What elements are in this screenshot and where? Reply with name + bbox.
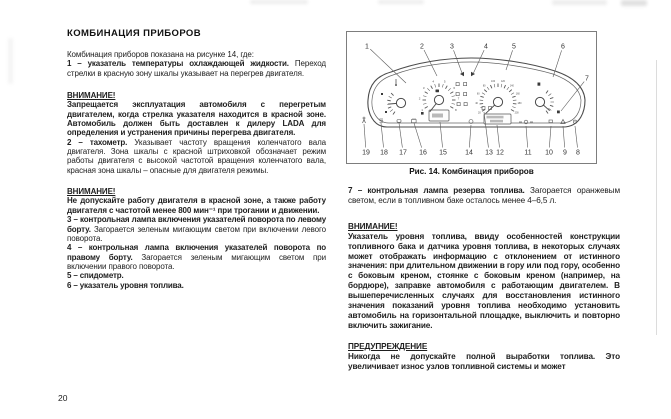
gauge-scale-label: 60 bbox=[476, 92, 480, 96]
callout-number: 6 bbox=[561, 43, 565, 51]
item-1-rest: Переход стрелки в красную зону шкалы указывает на перегрев двигателя. bbox=[67, 59, 326, 78]
gauge-scale-label: 140 bbox=[509, 84, 514, 88]
gauge-tick bbox=[452, 103, 455, 104]
gauge-tick bbox=[427, 88, 429, 90]
tach-zone-mark bbox=[421, 112, 424, 115]
battery-icon bbox=[412, 119, 417, 123]
gauge-hub bbox=[493, 97, 502, 106]
item-7-rest: Загорается оранжевым светом, если в топливном баке осталось менее 4–6,5 л. bbox=[348, 186, 620, 205]
gauge-tick bbox=[511, 93, 514, 95]
gauge-tick bbox=[546, 111, 548, 114]
item-1-lead: 1 – указатель температуры охлаждающей жидкости. bbox=[67, 59, 289, 69]
item-3-lead: 3 – контрольная лампа включения указателей поворота по левому борту. bbox=[67, 215, 326, 234]
callout-number: 15 bbox=[439, 149, 447, 157]
item-3-paragraph bbox=[67, 215, 326, 243]
warning-1-title: ВНИМАНИЕ! bbox=[67, 91, 116, 101]
gauge-scale-label: 40 bbox=[475, 102, 478, 106]
callout-leader-line bbox=[370, 49, 406, 83]
callout-number: 10 bbox=[545, 149, 553, 157]
caution-block bbox=[348, 342, 620, 372]
gauge-scale-label: 8 bbox=[455, 107, 457, 112]
gauge-tick bbox=[548, 94, 551, 96]
center-warning-lamps bbox=[456, 83, 492, 110]
gauge-tick bbox=[511, 110, 514, 112]
intro-text: Комбинация приборов показана на рисунке 14, где: bbox=[67, 50, 254, 59]
item-2-rest: Указывает частоту вращения коленчатого вала двигателя. Зона шкалы с красной штриховкой обозначает режим работы двигателя с высокой частотой вращения коленчатого вала, красная зона шкалы – опасные для двигателя режимы. bbox=[67, 137, 326, 175]
gauge-scale-label: 5 bbox=[443, 79, 446, 84]
gauge-tick bbox=[507, 87, 509, 90]
engine-check-icon bbox=[436, 90, 440, 93]
item-1-paragraph bbox=[67, 59, 326, 78]
page-edge-shadow bbox=[656, 60, 657, 335]
gauge-scale-label: 6 bbox=[453, 85, 456, 90]
gauge-scale-label: 2 bbox=[418, 96, 421, 101]
gauge-scale-label: 20 bbox=[478, 111, 481, 115]
item-2-lead: 2 – тахометр. bbox=[67, 137, 128, 147]
callout-number: 7 bbox=[585, 75, 589, 83]
gauge-tick bbox=[482, 93, 485, 95]
caution-title: ПРЕДУПРЕЖДЕНИЕ bbox=[348, 341, 428, 351]
gauge-tick bbox=[423, 96, 426, 97]
immobilizer-icon bbox=[549, 120, 552, 123]
warning-2-body: Не допускайте работу двигателя в красной зоне, а также работу двигателя с частотой менее 800 мин⁻¹ при трогании и движении. bbox=[67, 196, 326, 215]
instrument-cluster-figure bbox=[347, 32, 596, 163]
gauge-tick bbox=[425, 107, 428, 109]
gauge-tick bbox=[423, 103, 426, 104]
gauge-tick bbox=[431, 86, 433, 89]
gauge-hub bbox=[535, 97, 544, 106]
cluster-icons bbox=[363, 72, 577, 124]
gauge-scale-label: 1 bbox=[421, 107, 423, 112]
scan-artifact bbox=[250, 0, 308, 4]
gauge-tick bbox=[501, 84, 502, 87]
oil-pressure-icon bbox=[397, 120, 401, 123]
gauge-scale-label: 3 bbox=[422, 85, 425, 90]
gauge-tick bbox=[512, 107, 515, 108]
gauge-scale-label: 4 bbox=[432, 79, 435, 84]
gauge-hub bbox=[434, 95, 443, 104]
gauge-tick bbox=[512, 96, 515, 97]
item-5-paragraph bbox=[67, 271, 326, 280]
figure-callouts bbox=[362, 43, 589, 156]
warning-3-title: ВНИМАНИЕ! bbox=[348, 221, 398, 231]
callout-leader-line bbox=[575, 126, 577, 148]
gauge-tick bbox=[546, 91, 548, 94]
warning-block-2 bbox=[67, 187, 326, 215]
gauge-tick bbox=[435, 84, 436, 87]
gauge-tick bbox=[480, 96, 483, 97]
gauge-scale-label: 180 bbox=[517, 102, 522, 106]
callout-number: 5 bbox=[512, 43, 516, 51]
gauge-scale-label: 160 bbox=[515, 92, 520, 96]
fuel-pump-icon bbox=[538, 83, 541, 86]
scan-artifact bbox=[552, 0, 607, 5]
scan-artifact bbox=[8, 38, 13, 84]
gauge-scale-label: 7 bbox=[457, 96, 460, 101]
callout-number: 16 bbox=[419, 149, 427, 157]
gauge-tick bbox=[490, 85, 491, 88]
gauge-tick bbox=[550, 98, 553, 99]
page-number: 20 bbox=[58, 393, 68, 403]
callout-number: 2 bbox=[420, 43, 424, 51]
gauge-tick bbox=[390, 110, 393, 112]
gauge-tick bbox=[425, 92, 428, 94]
callout-number: 8 bbox=[576, 149, 580, 157]
gauge-scale-label: 100 bbox=[491, 80, 496, 84]
callout-number: 14 bbox=[465, 149, 473, 157]
gauge-tick bbox=[442, 84, 443, 87]
left-column bbox=[67, 50, 326, 290]
item-6-paragraph bbox=[67, 281, 326, 290]
gauge-tick bbox=[450, 92, 453, 94]
item-7-paragraph bbox=[348, 186, 620, 206]
callout-leader-line bbox=[563, 126, 565, 148]
item-3-rest: Загорается зеленым мигающим светом при включении левого поворота. bbox=[67, 224, 326, 243]
gauge-tick bbox=[450, 107, 453, 109]
seatbelt-icon bbox=[363, 117, 366, 123]
callout-leader-line bbox=[497, 125, 500, 148]
gauges bbox=[387, 80, 554, 115]
warning-2-title: ВНИМАНИЕ! bbox=[67, 187, 116, 197]
gauge-scale-label: 80 bbox=[482, 84, 486, 88]
gauge-tick bbox=[391, 93, 393, 95]
intro-paragraph bbox=[67, 50, 326, 59]
gauge-tick bbox=[487, 87, 489, 90]
figure-box bbox=[346, 31, 597, 164]
callout-leader-line bbox=[469, 125, 471, 148]
item-7-lead: 7 – контрольная лампа резерва топлива. bbox=[348, 186, 525, 195]
warning-block-1 bbox=[67, 91, 326, 138]
tach-display bbox=[429, 110, 449, 121]
callout-leader-line bbox=[526, 126, 528, 148]
gauge-scale-label: 200 bbox=[514, 111, 519, 115]
item-2-paragraph bbox=[67, 138, 326, 175]
callout-number: 1 bbox=[365, 43, 369, 51]
warning-block-3 bbox=[348, 222, 620, 331]
gauge-tick bbox=[448, 88, 450, 90]
callout-leader-line bbox=[561, 82, 584, 111]
gauge-tick bbox=[389, 96, 392, 98]
item-4-rest: Загорается зеленым мигающим светом при включении правого поворота. bbox=[67, 252, 326, 271]
item-6-lead: 6 – указатель уровня топлива. bbox=[67, 280, 184, 290]
gauge-tick bbox=[388, 107, 391, 108]
fuel-gauge bbox=[535, 91, 554, 114]
odometer-display bbox=[484, 114, 511, 124]
gauge-tick bbox=[393, 112, 395, 115]
callout-leader-line bbox=[454, 50, 462, 73]
figure-caption: Рис. 14. Комбинация приборов bbox=[409, 167, 534, 176]
low-fuel-lamp-icon bbox=[557, 111, 560, 114]
gauge-tick bbox=[504, 85, 505, 88]
gauge-tick bbox=[387, 100, 390, 101]
callout-leader-line bbox=[364, 124, 366, 148]
gauge-tick bbox=[550, 105, 553, 106]
callout-number: 3 bbox=[450, 43, 454, 51]
callout-leader-line bbox=[549, 126, 551, 148]
tachometer-gauge bbox=[419, 80, 460, 112]
item-4-lead: 4 – контрольная лампа включения указателей поворота по правому борту. bbox=[67, 243, 326, 262]
warning-1-body: Запрещается эксплуатация автомобиля с перегретым двигателем, когда стрелка указателя находится в красной зоне. Автомобиль должен быть доставлен к дилеру LADA для определения и устранения причины перегрева двигателя. bbox=[67, 100, 326, 138]
temperature-gauge bbox=[387, 93, 406, 114]
page-title: КОМБИНАЦИЯ ПРИБОРОВ bbox=[67, 28, 201, 39]
callout-number: 11 bbox=[524, 149, 532, 157]
callout-number: 12 bbox=[496, 149, 504, 157]
caution-body: Никогда не допускайте полной выработки топлива. Это увеличивает износ узлов топливной системы и может bbox=[348, 351, 620, 371]
gauge-hub bbox=[396, 98, 405, 107]
item-4-paragraph bbox=[67, 243, 326, 271]
callout-number: 18 bbox=[380, 149, 388, 157]
gauge-tick bbox=[446, 86, 448, 89]
callout-number: 9 bbox=[563, 149, 567, 157]
item-5-lead: 5 – спидометр. bbox=[67, 271, 124, 281]
gauge-tick bbox=[494, 84, 495, 87]
warning-3-body: Указатель уровня топлива, ввиду особенностей конструкции топливного бака и датчика уровня топлива, в некоторых случаях может отображать информацию с отклонением от истинного значения: при длительном движении в гору или под гору, особенно с боковым креном, стоянке с боковым креном (например, на бордюре), заправке автомобиля с работающим двигателем. В вышеперечисленных случаях для восстановления истинного значения показаний уровня топлива необходимо установить автомобиль на горизонтальной площадке, выключить и повторно включить зажигание. bbox=[348, 231, 620, 330]
gauge-scale-label: 120 bbox=[500, 80, 505, 84]
gauge-tick bbox=[452, 96, 455, 97]
callout-number: 17 bbox=[399, 149, 407, 157]
scan-artifact bbox=[621, 0, 647, 6]
gauge-tick bbox=[509, 90, 512, 92]
right-column bbox=[348, 186, 620, 372]
gauge-tick bbox=[484, 90, 487, 92]
callout-leader-line bbox=[440, 122, 443, 148]
scan-artifact bbox=[378, 0, 424, 4]
callout-number: 13 bbox=[485, 149, 493, 157]
callout-number: 4 bbox=[484, 43, 488, 51]
callout-leader-line bbox=[424, 50, 437, 76]
callout-number: 19 bbox=[362, 149, 370, 157]
